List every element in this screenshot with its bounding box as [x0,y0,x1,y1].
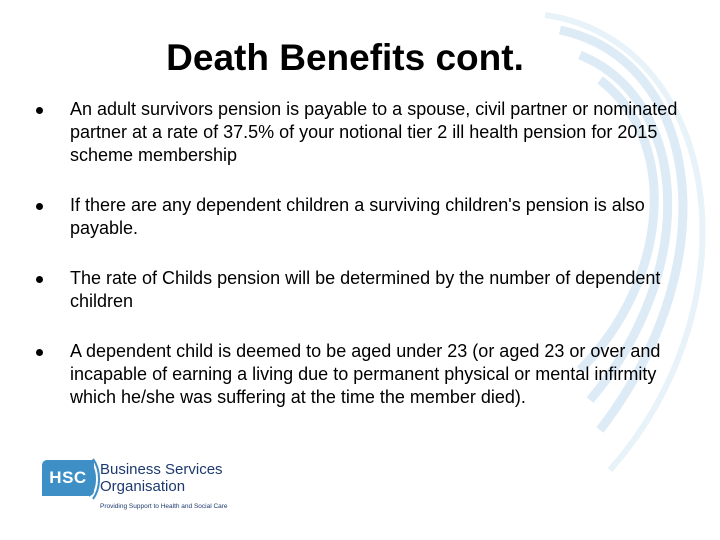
bullet-item [36,194,686,240]
bullet-text: The rate of Childs pension will be determined by the number of dependent children [70,268,661,311]
bullet-item [36,98,686,167]
logo-tagline: Providing Support to Health and Social Care [100,503,228,510]
bullet-dot-icon [36,349,43,356]
bullet-dot-icon [36,107,43,114]
bullet-dot-icon [36,203,43,210]
bullet-dot-icon [36,276,43,283]
hsc-logo-letters: HSC [49,468,87,487]
slide-title: Death Benefits cont. [166,37,524,78]
logo-name-line1: Business Services [100,461,223,478]
bullet-item [36,340,686,409]
hsc-bso-logo [42,458,232,516]
bullet-text: A dependent child is deemed to be aged under 23 (or aged 23 or over and incapable of earning a living due to permanent physical or mental infirmity which he/she was suffering at the time the member died). [70,341,661,407]
logo-name-line2: Organisation [100,478,186,495]
bullet-text: If there are any dependent children a surviving children's pension is also payable. [70,195,645,238]
bullet-text: An adult survivors pension is payable to a spouse, civil partner or nominated partner at a rate of 37.5% of your notional tier 2 ill health pension for 2015 scheme membership [70,99,678,165]
logo-arcs-icon [86,458,100,500]
bullet-list [36,98,686,436]
bullet-item [36,267,686,313]
